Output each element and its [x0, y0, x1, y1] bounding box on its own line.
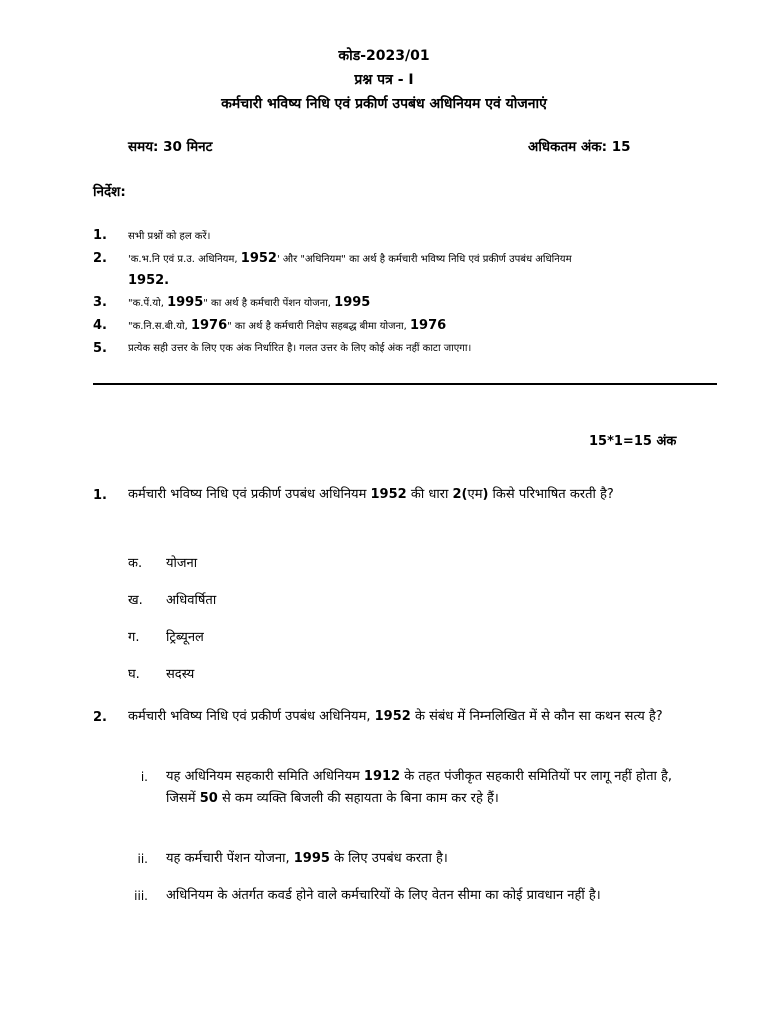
question-text [128, 484, 678, 506]
statement-text-part: के लिए उपबंध करता है। [329, 851, 448, 866]
statement-text [166, 848, 674, 870]
option-label: क. [128, 556, 143, 571]
instruction-number: 3. [93, 295, 107, 310]
instructions-heading: निर्देश: [93, 184, 126, 200]
statement-number: ii. [137, 852, 148, 866]
statement-text [166, 766, 674, 810]
section-divider [93, 383, 717, 385]
instruction-text-part: 1995 [334, 295, 371, 310]
option-text: योजना [166, 556, 198, 571]
statement-number: iii. [134, 889, 148, 903]
instruction-text-part: 1976 [190, 318, 228, 333]
instruction-text-part: 1995 [167, 295, 204, 310]
statement-text-part: 1995 [293, 851, 330, 866]
instruction-text [128, 226, 678, 247]
statement-text-part: यह अधिनियम सहकारी समिति अधिनियम [166, 769, 364, 784]
option-text: अधिवर्षिता [166, 593, 217, 608]
max-marks: अधिकतम अंक: 15 [528, 139, 631, 155]
instruction-text [128, 315, 678, 337]
instruction-text-part: 1952. [128, 273, 170, 288]
option-label: ग. [128, 630, 140, 645]
statement-text-part: अधिनियम के अंतर्गत कवर्ड होने वाले कर्मचारियों के लिए वेतन सीमा का कोई प्रावधान नहीं है। [166, 888, 601, 903]
question-text-part: 2( [452, 487, 468, 502]
instruction-number: 5. [93, 341, 107, 356]
question-number: 1. [93, 488, 107, 503]
statement-number: i. [140, 770, 148, 784]
question-text-part: कर्मचारी भविष्य निधि एवं प्रकीर्ण उपबंध अधिनियम, [128, 709, 375, 724]
option-label: ख. [128, 593, 143, 608]
paper-code: कोड-2023/01 [338, 48, 430, 64]
question-text-part: की धारा [406, 487, 453, 502]
instruction-text [128, 248, 678, 292]
instruction-text-part: 1952 [240, 251, 277, 266]
option-text: सदस्य [166, 667, 195, 682]
option-label: घ. [128, 667, 140, 682]
instruction-number: 1. [93, 228, 107, 243]
instruction-number: 4. [93, 318, 107, 333]
question-text-part: एम [467, 487, 483, 502]
paper-number: प्रश्न पत्र - I [354, 72, 414, 88]
statement-text [166, 885, 674, 907]
statement-text-part: के तहत पंजीकृत सहकारी समितियों पर लागू नहीं होता है, जिसमें [166, 769, 673, 806]
statement-text-part: 50 [199, 791, 218, 806]
instruction-text-part: "क.नि.स.बी.यो, [128, 321, 191, 332]
instruction-text-part: सभी प्रश्नों को हल करें। [128, 231, 211, 242]
statement-text-part: 1912 [363, 769, 401, 784]
marks-note: 15*1=15 अंक [589, 434, 677, 449]
instruction-text-part: 1976 [410, 318, 447, 333]
instruction-number: 2. [93, 251, 107, 266]
option-text: ट्रिब्यूनल [166, 630, 204, 645]
instruction-text-part: " का अर्थ है कर्मचारी निक्षेप सहबद्ध बीमा योजना, [227, 321, 410, 332]
question-text-part: 1952 [374, 709, 411, 724]
question-text-part: कर्मचारी भविष्य निधि एवं प्रकीर्ण उपबंध अधिनियम [128, 487, 371, 502]
question-text-part: के संबंध में निम्नलिखित में से कौन सा कथन सत्य है? [410, 709, 663, 724]
question-text-part: ) [482, 487, 489, 502]
paper-title: कर्मचारी भविष्य निधि एवं प्रकीर्ण उपबंध अधिनियम एवं योजनाएं [221, 96, 547, 112]
instruction-text [128, 338, 678, 359]
instruction-text-part: "क.पें.यो, [128, 298, 168, 309]
instruction-text-part: ' और "अधिनियम" का अर्थ है कर्मचारी भविष्य निधि एवं प्रकीर्ण उपबंध अधिनियम [276, 254, 572, 265]
question-text [128, 706, 678, 728]
statement-text-part: यह कर्मचारी पेंशन योजना, [166, 851, 294, 866]
question-number: 2. [93, 710, 107, 725]
question-text-part: किसे परिभाषित करती है? [488, 487, 614, 502]
instruction-text-part: प्रत्येक सही उत्तर के लिए एक अंक निर्धारित है। गलत उत्तर के लिए कोई अंक नहीं काटा जाएगा। [128, 343, 472, 354]
instruction-text [128, 292, 678, 314]
question-text-part: 1952 [370, 487, 407, 502]
statement-text-part: से कम व्यक्ति बिजली की सहायता के बिना काम कर रहे हैं। [217, 791, 499, 806]
time-limit: समय: 30 मिनट [128, 139, 213, 155]
instruction-text-part: " का अर्थ है कर्मचारी पेंशन योजना, [203, 298, 335, 309]
instruction-text-part: 'क.भ.नि एवं प्र.उ. अधिनियम, [128, 254, 241, 265]
